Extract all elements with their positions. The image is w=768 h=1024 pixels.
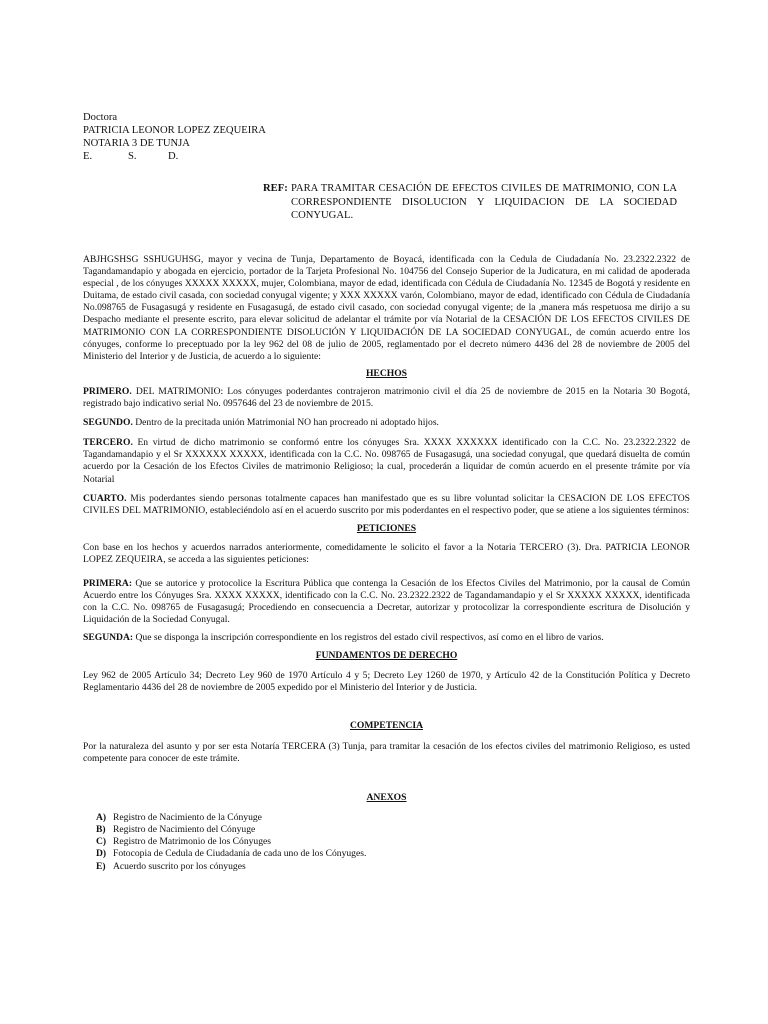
hecho-cuarto-label: CUARTO. bbox=[83, 492, 127, 504]
hecho-primero-text: DEL MATRIMONIO: Los cónyuges poderdantes contrajeron matrimonio civil el día 25 de noviembre de 2015 en la Notaria 30 Bogotá, registrado bajo indicativo serial No. 0957646 del 23 de noviembre de 2015. bbox=[83, 385, 690, 410]
anexo-b-label: B) bbox=[96, 824, 106, 836]
peticion-segunda bbox=[83, 632, 690, 644]
recipient-block bbox=[83, 111, 266, 163]
peticiones-heading: PETICIONES bbox=[356, 522, 417, 534]
fundamentos-text: Ley 962 de 2005 Artículo 34; Decreto Ley 960 de 1970 Artículo 4 y 5; Decreto Ley 1260 de 1970, y Artículo 42 de la Constitución Política y Decreto Reglamentario 4436 del 28 de noviembre de 2005 expedido por el Ministerio del Interior y de Justicia. bbox=[83, 669, 690, 693]
fundamentos-heading: FUNDAMENTOS DE DERECHO bbox=[315, 649, 458, 661]
hecho-primero bbox=[83, 386, 690, 410]
anexos-heading: ANEXOS bbox=[366, 792, 407, 804]
recipient-office: NOTARIA 3 DE TUNJA bbox=[83, 138, 190, 149]
hecho-cuarto bbox=[83, 493, 690, 517]
recipient-salutation: Doctora bbox=[83, 112, 118, 123]
anexo-d-label: D) bbox=[96, 848, 107, 860]
peticion-primera-text: Que se autorice y protocolice la Escritura Pública que contenga la Cesación de los Efectos Civiles del Matrimonio, por la causal de Común Acuerdo entre los Cónyuges Sra. XXXX XXXXX, identificado con la C.C. No. 23.2322.2322 de Tagandamandapio y el Sr XXXXX XXXXX, identificada con la C.C. No. 098765 de Fusagasugá; Procediendo en consecuencia a Decretar, autorizar y protocolizar la correspondiente escritura de Disolución y Liquidación de la Sociedad Conyugal. bbox=[83, 578, 690, 626]
list-item bbox=[96, 824, 690, 836]
peticion-segunda-label: SEGUNDA: bbox=[83, 632, 134, 644]
hecho-tercero bbox=[83, 437, 690, 485]
list-item bbox=[96, 861, 690, 873]
anexo-c-text: Registro de Matrimonio de los Cónyuges bbox=[113, 836, 272, 848]
esd-e: E. bbox=[83, 151, 93, 162]
competencia-text: Por la naturaleza del asunto y por ser esta Notaría TERCERA (3) Tunja, para tramitar la cesación de los efectos civiles del matrimonio Religioso, es usted competente para conocer de este trámite. bbox=[83, 740, 690, 764]
list-item bbox=[96, 836, 690, 848]
hecho-tercero-text: En virtud de dicho matrimonio se conformó entre los cónyuges Sra. XXXX XXXXXX identificado con la C.C. No. 23.2322.2322 de Tagandamandapio y el Sr XXXXXX XXXXX, identificada con la C.C. No. 098765 de Fusagasugá, una sociedad conyugal, que quedará disuelta de común acuerdo por la Cesación de los Efectos Civiles de matrimonio Religioso; la cual, procederán a liquidar de común acuerdo en el presente trámite por vía Notarial bbox=[83, 437, 690, 485]
hecho-segundo bbox=[83, 417, 690, 429]
list-item bbox=[96, 812, 690, 824]
reference-label: REF: bbox=[263, 183, 288, 194]
hecho-segundo-label: SEGUNDO. bbox=[83, 417, 133, 429]
reference-block bbox=[263, 182, 677, 223]
anexo-a-label: A) bbox=[96, 812, 107, 824]
anexo-e-text: Acuerdo suscrito por los cónyuges bbox=[113, 860, 246, 872]
anexos-list bbox=[83, 812, 690, 872]
anexo-c-label: C) bbox=[96, 836, 107, 848]
recipient-name: PATRICIA LEONOR LOPEZ ZEQUEIRA bbox=[83, 125, 266, 136]
competencia-heading: COMPETENCIA bbox=[349, 719, 424, 731]
hecho-tercero-label: TERCERO. bbox=[83, 437, 133, 449]
anexo-b-text: Registro de Nacimiento del Cónyuge bbox=[113, 824, 256, 836]
anexo-a-text: Registro de Nacimiento de la Cónyuge bbox=[113, 812, 262, 824]
recipient-esd bbox=[83, 150, 266, 163]
reference-text: PARA TRAMITAR CESACIÓN DE EFECTOS CIVILES DE MATRIMONIO, CON LA CORRESPONDIENTE DISOLUCION Y LIQUIDACION DE LA SOCIEDAD CONYUGAL. bbox=[291, 183, 677, 221]
anexo-e-label: E) bbox=[96, 860, 106, 872]
document-body bbox=[83, 254, 690, 873]
peticion-segunda-text: Que se disponga la inscripción correspondiente en los registros del estado civil respectivos, así como en el libro de varios. bbox=[133, 632, 604, 644]
hechos-heading: HECHOS bbox=[365, 367, 408, 379]
peticiones-intro: Con base en los hechos y acuerdos narrados anteriormente, comedidamente le solicito el favor a la Notaria TERCERO (3). Dra. PATRICIA LEONOR LOPEZ ZEQUEIRA, se acceda a las siguientes peticiones: bbox=[83, 541, 690, 565]
hecho-primero-label: PRIMERO. bbox=[83, 385, 132, 397]
hecho-segundo-text: Dentro de la precitada unión Matrimonial NO han procreado ni adoptado hijos. bbox=[132, 417, 439, 429]
list-item bbox=[96, 848, 690, 860]
peticion-primera-label: PRIMERA: bbox=[83, 578, 133, 590]
esd-d: D. bbox=[168, 151, 179, 162]
anexo-d-text: Fotocopia de Cedula de Ciudadanía de cada uno de los Cónyuges. bbox=[113, 848, 367, 860]
hecho-cuarto-text: Mis poderdantes siendo personas totalmente capaces han manifestado que es su libre voluntad solicitar la CESACION DE LOS EFECTOS CIVILES DEL MATRIMONIO, estableciéndolo así en el acuerdo suscrito por mis poderdantes en el respectivo poder, que se atiene a los siguientes términos: bbox=[83, 492, 690, 516]
intro-paragraph: ABJHGSHSG SSHUGUHSG, mayor y vecina de Tunja, Departamento de Boyacá, identificada con la Cedula de Ciudadanía No. 23.2322.2322 de Tagandamandapio y abogada en ejercicio, portador de la Tarjeta Profesional No. 104756 del Consejo Superior de la Judicatura, en mi calidad de apoderada especial , de los cónyuges XXXXX XXXXX, mujer, Colombiana, mayor de edad, identificada con Cédula de Ciudadanía No. 12345 de Bogotá y residente en Duitama, de estado civil casada, con sociedad conyugal vigente; y XXX XXXXX varón, Colombiano, mayor de edad, identificado con Cédula de Ciudadanía No.098765 de Fusagasugá y residente en Fusagasugá, de estado civil casado, con sociedad conyugal vigente; de la ,manera más respetuosa me dirijo a su Despacho mediante el presente escrito, para elevar solicitud de adelantar el trámite por vía Notarial de la CESACIÓN DE LOS EFECTOS CIVILES DE MATRIMONIO CON LA CORRESPONDIENTE DISOLUCIÓN Y LIQUIDACIÓN DE LA SOCIEDAD CONYUGAL, de común acuerdo entre los cónyuges, conforme lo preceptuado por la ley 962 del 08 de julio de 2005, reglamentado por el decreto número 4436 del 28 de noviembre de 2005 del Ministerio del Interior y de Justicia, de acuerdo a lo siguiente: bbox=[83, 254, 690, 362]
peticion-primera bbox=[83, 578, 690, 626]
esd-s: S. bbox=[128, 151, 137, 162]
